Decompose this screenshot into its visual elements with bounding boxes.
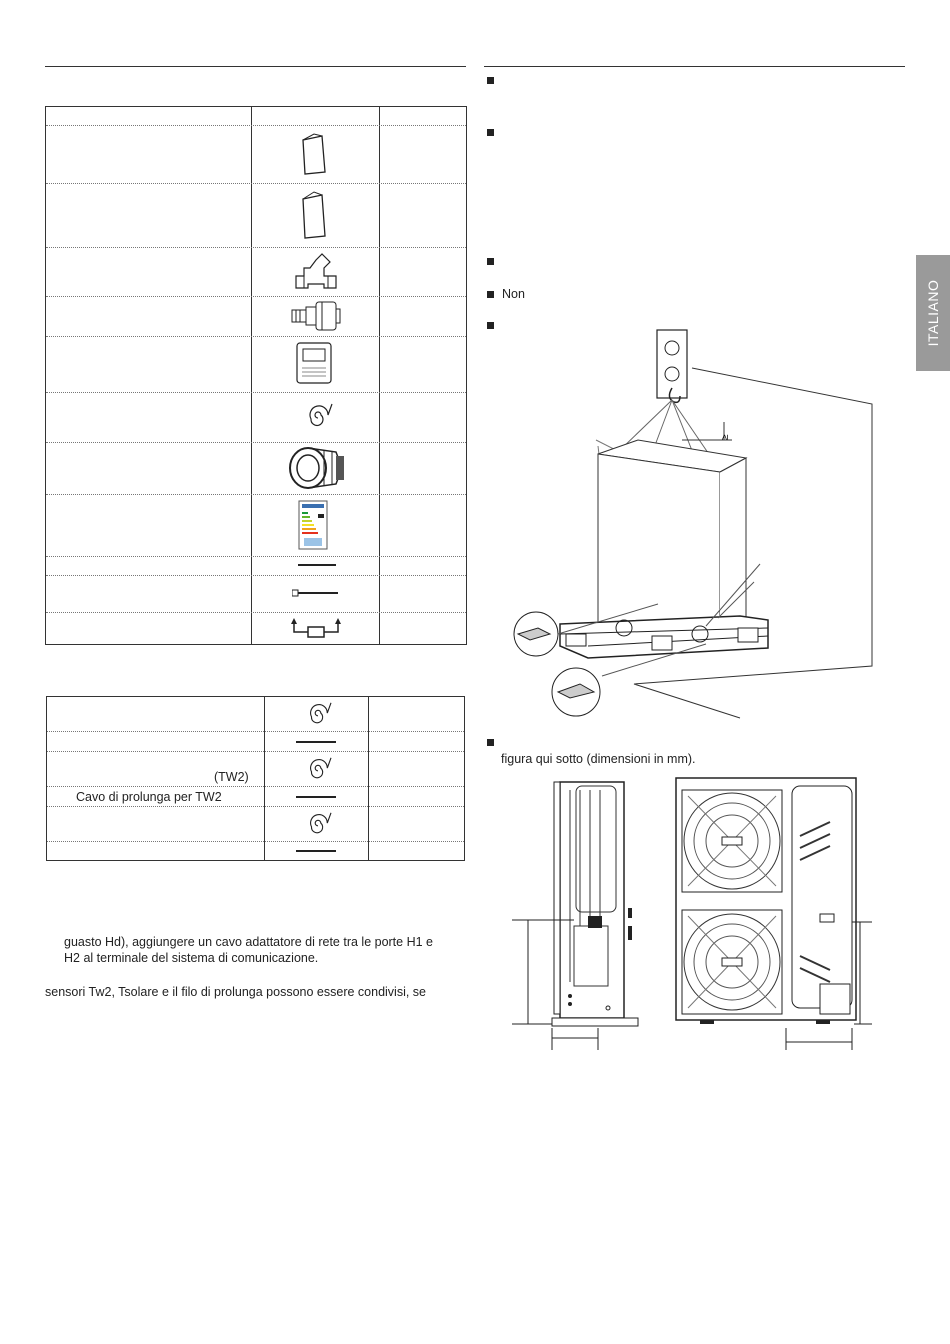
- dimension-drawing: [504, 776, 876, 1054]
- table-row-separator: [46, 247, 466, 248]
- network-resistor-icon: [290, 616, 342, 638]
- table-row-separator: [47, 731, 464, 732]
- bullet-icon: [487, 322, 494, 329]
- table-row-separator: [47, 841, 464, 842]
- sensor-coil-icon: [302, 811, 334, 837]
- table-row-separator: [46, 494, 466, 495]
- dimension-caption: figura qui sotto (dimensioni in mm).: [501, 752, 696, 766]
- sensor-table-col-divider-1: [264, 696, 265, 861]
- sensor-coil-icon: [302, 756, 334, 782]
- line-icon: [296, 849, 336, 853]
- lifting-diagram: [510, 328, 880, 720]
- pipe-connector-icon: [286, 444, 348, 492]
- table-row-separator: [47, 806, 464, 807]
- table-row-separator: [47, 751, 464, 752]
- sensor-table: [46, 696, 465, 861]
- note-line: H2 al terminale del sistema di comunicazione.: [64, 951, 319, 965]
- language-side-tab: [916, 255, 950, 371]
- language-side-tab-label: ITALIANO: [925, 279, 941, 347]
- line-icon: [296, 795, 336, 799]
- table-row-separator: [46, 336, 466, 337]
- sensor-coil-icon: [302, 402, 334, 430]
- note-line: guasto Hd), aggiungere un cavo adattatore di rete tra le porte H1 e: [64, 935, 433, 949]
- accessories-table-col-divider-1: [251, 106, 252, 645]
- table-row-separator: [46, 296, 466, 297]
- energy-label-icon: [298, 500, 328, 550]
- table-row-separator: [46, 125, 466, 126]
- right-header-rule: [484, 66, 905, 67]
- booklet-icon: [300, 190, 328, 240]
- bullet-text-non: Non: [502, 287, 525, 301]
- note-line: sensori Tw2, Tsolare e il filo di prolunga possono essere condivisi, se: [45, 985, 426, 999]
- sensor-table-col-divider-2: [368, 696, 369, 861]
- sensor-row-label-tw2: (TW2): [214, 770, 249, 784]
- table-row-separator: [46, 442, 466, 443]
- bullet-icon: [487, 77, 494, 84]
- wired-controller-icon: [296, 342, 332, 384]
- cable-tie-icon: [292, 589, 340, 597]
- table-row-separator: [46, 183, 466, 184]
- table-row-separator: [46, 392, 466, 393]
- drain-joint-icon: [290, 298, 342, 334]
- bullet-icon: [487, 258, 494, 265]
- left-header-rule: [45, 66, 466, 67]
- table-row-separator: [46, 612, 466, 613]
- booklet-icon: [300, 132, 328, 176]
- lift-clearance-label: ≥: [720, 434, 731, 440]
- bullet-icon: [487, 291, 494, 298]
- table-row-separator: [46, 575, 466, 576]
- bullet-icon: [487, 739, 494, 746]
- table-row-separator: [47, 786, 464, 787]
- y-filter-icon: [294, 250, 338, 292]
- accessories-table-col-divider-2: [379, 106, 380, 645]
- sensor-row-label-extension-cable: Cavo di prolunga per TW2: [76, 790, 222, 804]
- table-row-separator: [46, 556, 466, 557]
- sensor-coil-icon: [302, 701, 334, 727]
- bullet-icon: [487, 129, 494, 136]
- line-icon: [298, 563, 336, 567]
- accessories-table: [45, 106, 467, 645]
- line-icon: [296, 740, 336, 744]
